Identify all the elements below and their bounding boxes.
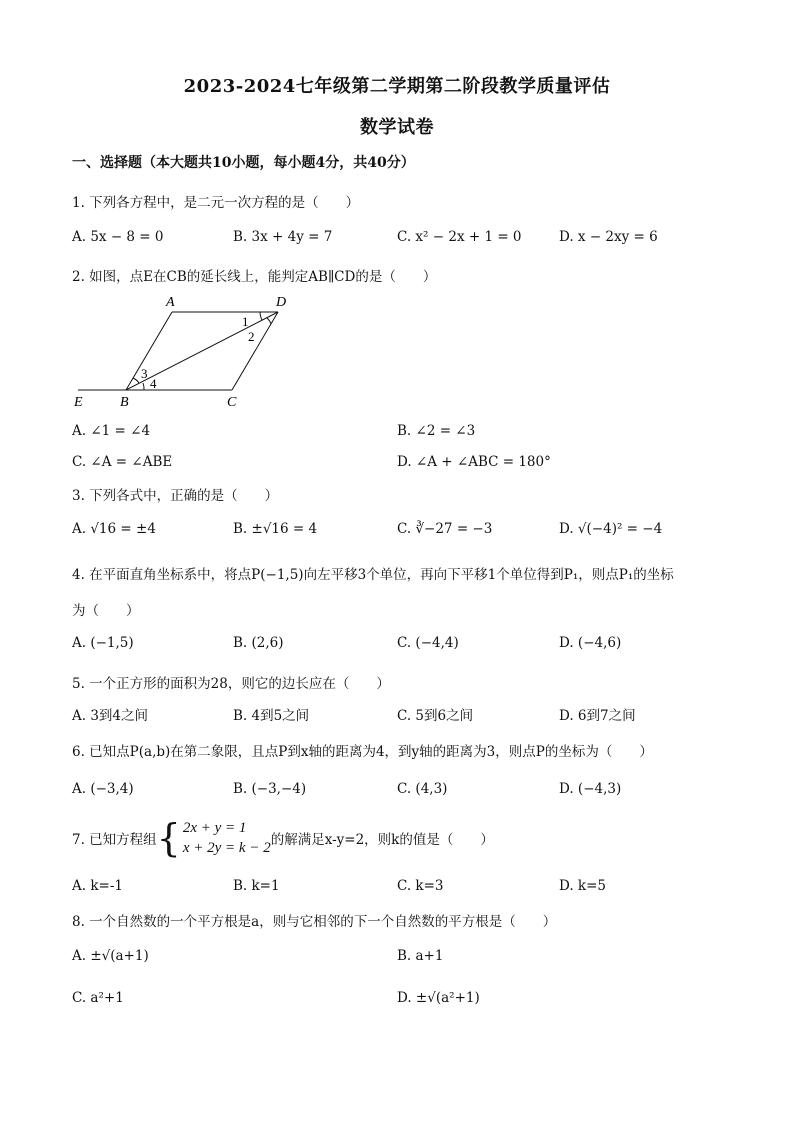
question-1-stem: 1. 下列各方程中，是二元一次方程的是（ ）: [72, 195, 360, 211]
question-2-option-c: C. ∠A = ∠ABE: [72, 454, 173, 470]
question-6-option-d: D. (−4,3): [559, 781, 622, 797]
question-1-option-b: B. 3x + 4y = 7: [233, 229, 333, 245]
parallelogram-figure: [70, 292, 300, 410]
question-5-stem: 5. 一个正方形的面积为28，则它的边长应在（ ）: [72, 676, 390, 692]
question-8-option-a: A. ±√(a+1): [72, 948, 149, 964]
question-5-option-a: A. 3到4之间: [72, 708, 149, 724]
question-8-option-b: B. a+1: [397, 948, 444, 964]
question-2-option-d: D. ∠A + ∠ABC = 180°: [397, 454, 551, 470]
exam-subtitle: 数学试卷: [360, 117, 434, 138]
figure-label-c: C: [227, 395, 237, 410]
question-1-option-c: C. x² − 2x + 1 = 0: [397, 229, 522, 245]
question-2-stem: 2. 如图，点E在CB的延长线上，能判定AB∥CD的是（ ）: [72, 269, 437, 285]
question-4-stem: 4. 在平面直角坐标系中，将点P(−1,5)向左平移3个单位，再向下平移1个单位得到P₁，则点P₁的坐标: [72, 567, 674, 583]
figure-angle-1: 1: [242, 314, 249, 329]
question-1-option-a: A. 5x − 8 = 0: [72, 229, 164, 245]
figure-angle-2: 2: [248, 329, 255, 344]
question-6-stem: 6. 已知点P(a,b)在第二象限，且点P到x轴的距离为4，到y轴的距离为3，则点P的坐标为（ ）: [72, 744, 653, 760]
figure-label-d: D: [276, 295, 287, 310]
question-7-stem-suffix: 的解满足x-y=2，则k的值是（ ）: [270, 832, 494, 849]
figure-label-e: E: [74, 395, 83, 410]
figure-angle-3: 3: [141, 366, 148, 381]
question-7-option-a: A. k=-1: [72, 878, 123, 894]
equation-1: 2x + y = 1: [182, 820, 247, 836]
figure-label-b: B: [120, 395, 129, 410]
figure-angle-4: 4: [150, 376, 157, 391]
equation-2: x + 2y = k − 2: [182, 840, 271, 857]
question-2-option-a: A. ∠1 = ∠4: [72, 423, 151, 439]
equation-system: [157, 818, 271, 859]
question-7-option-b: B. k=1: [233, 878, 280, 894]
question-7-option-c: C. k=3: [397, 878, 444, 894]
question-3-option-d: D. √(−4)² = −4: [559, 521, 663, 537]
question-7-option-d: D. k=5: [559, 878, 607, 894]
question-8-stem: 8. 一个自然数的一个平方根是a，则与它相邻的下一个自然数的平方根是（ ）: [72, 914, 557, 930]
question-5-option-b: B. 4到5之间: [233, 708, 310, 724]
question-6-option-a: A. (−3,4): [72, 781, 134, 797]
question-3-option-b: B. ±√16 = 4: [233, 521, 318, 537]
question-7-stem-prefix: 7. 已知方程组: [72, 832, 157, 849]
question-1-option-d: D. x − 2xy = 6: [559, 229, 658, 245]
brace-icon: {: [156, 816, 181, 861]
question-8-option-d: D. ±√(a²+1): [397, 990, 480, 1006]
question-6-option-b: B. (−3,−4): [233, 781, 307, 797]
figure-label-a: A: [166, 295, 175, 310]
question-4-option-d: D. (−4,6): [559, 635, 622, 651]
question-5-option-c: C. 5到6之间: [397, 708, 474, 724]
question-3-option-a: A. √16 = ±4: [72, 521, 156, 537]
question-4-option-c: C. (−4,4): [397, 635, 459, 651]
question-5-option-d: D. 6到7之间: [559, 708, 636, 724]
question-4-option-b: B. (2,6): [233, 635, 284, 651]
question-3-stem: 3. 下列各式中，正确的是（ ）: [72, 488, 279, 504]
question-2-option-b: B. ∠2 = ∠3: [397, 423, 476, 439]
question-4-stem-continued: 为（ ）: [72, 603, 140, 619]
question-7-stem: [72, 818, 494, 859]
question-6-option-c: C. (4,3): [397, 781, 448, 797]
question-8-option-c: C. a²+1: [72, 990, 124, 1006]
section-heading: 一、选择题（本大题共10小题，每小题4分，共40分）: [72, 155, 415, 171]
question-3-option-c: C. ∛−27 = −3: [397, 521, 493, 537]
exam-title: 2023-2024七年级第二学期第二阶段教学质量评估: [183, 76, 611, 97]
question-4-option-a: A. (−1,5): [72, 635, 134, 651]
